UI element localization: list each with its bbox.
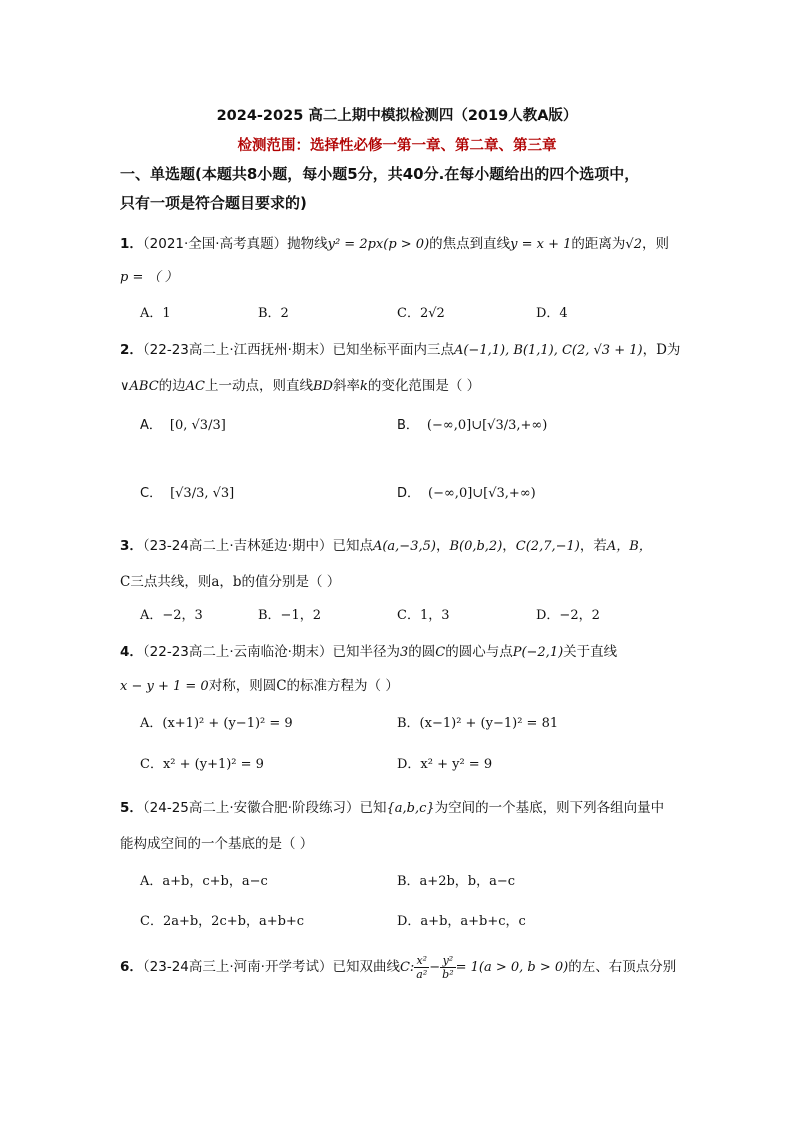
- question-4-text: 对称，则圆C的标准方程为（ ）: [208, 678, 399, 694]
- question-2-text: 上一动点，则直线: [205, 378, 313, 394]
- question-2-text: 已知坐标平面内三点: [332, 342, 454, 358]
- question-4-symmetry-line: x − y + 1 = 0: [120, 679, 209, 694]
- question-2-line-bd: BD: [313, 379, 333, 394]
- question-2-segment: AC: [185, 379, 205, 394]
- question-3-point-a: A(a,−3,5): [372, 539, 436, 554]
- question-1-line-1: [120, 232, 680, 252]
- question-1-option-d[interactable]: D．4: [536, 306, 568, 321]
- question-3-text: ，若: [579, 538, 607, 554]
- option-b-math: (−∞,0]∪[√3/3,+∞): [426, 418, 548, 433]
- question-6-fraction-x: [414, 954, 429, 981]
- question-6-curve-name: C:: [399, 960, 415, 975]
- question-4-option-b[interactable]: B．(x−1)² + (y−1)² = 81: [397, 716, 559, 731]
- option-a-math: [0, √3/3]: [169, 418, 226, 433]
- question-5-option-b[interactable]: B．a+2b，b，a−c: [397, 874, 516, 889]
- question-5-basis: {a,b,c}: [386, 801, 435, 816]
- question-3-option-b[interactable]: B．−1，2: [258, 608, 321, 623]
- question-3-text: ，: [435, 538, 450, 554]
- question-2-option-b[interactable]: [397, 414, 547, 433]
- option-label: C．: [140, 486, 163, 501]
- question-2-line-2: [120, 374, 680, 394]
- question-5-line-2: 能构成空间的一个基底的是（ ）: [120, 836, 314, 852]
- option-label: B．: [397, 418, 419, 433]
- question-4-text: 的圆心与点: [445, 644, 513, 660]
- question-2-number: 2．: [120, 342, 143, 358]
- question-5-option-d[interactable]: D．a+b，a+b+c，c: [397, 914, 526, 929]
- section-heading: [120, 160, 690, 218]
- question-3-source: （23-24高二上·吉林延边·期中）: [142, 538, 333, 554]
- question-1-line-2: p = （ ）: [120, 270, 178, 285]
- question-2-slope: k: [359, 379, 368, 394]
- question-5-number: 5．: [120, 800, 143, 816]
- question-2-text: ，D为: [642, 342, 681, 358]
- question-4-point: P(−2,1): [512, 645, 564, 660]
- question-3-option-a[interactable]: A．−2，3: [140, 608, 203, 623]
- question-3-text: 已知点: [332, 538, 373, 554]
- question-4-option-d[interactable]: D．x² + y² = 9: [397, 757, 493, 772]
- question-2-text: 的变化范围是（ ）: [367, 378, 481, 394]
- question-4-radius: 3: [399, 645, 409, 660]
- question-2-line-1: [120, 338, 680, 358]
- question-1-parabola: y² = 2px(p > 0): [327, 237, 430, 252]
- question-6-text: 已知双曲线: [332, 959, 400, 975]
- section-heading-line-2: 只有一项是符合题目要求的): [120, 194, 307, 212]
- question-2-option-c[interactable]: [140, 482, 234, 501]
- question-6-number: 6．: [120, 959, 143, 975]
- question-1-source: （2021·全国·高考真题）: [142, 236, 288, 252]
- option-c-math: [√3/3, √3]: [170, 486, 235, 501]
- exam-scope: 检测范围：选择性必修一第一章、第二章、第三章: [237, 138, 557, 154]
- question-4-line-1: [120, 640, 680, 660]
- question-1-distance: √2: [625, 237, 642, 252]
- question-4-text: 关于直线: [563, 644, 618, 660]
- question-2-option-a[interactable]: [140, 414, 226, 433]
- question-1-line: y = x + 1: [510, 237, 572, 252]
- question-2-source: （22-23高二上·江西抚州·期末）: [142, 342, 333, 358]
- option-label: A．: [140, 418, 162, 433]
- section-heading-line-1: 一、单选题(本题共8小题，每小题5分，共40分.在每小题给出的四个选项中，: [120, 165, 640, 183]
- question-6-source: （23-24高三上·河南·开学考试）: [142, 959, 333, 975]
- fraction-numerator: x²: [414, 954, 429, 968]
- question-3-option-c[interactable]: C．1，3: [397, 608, 450, 623]
- question-1-option-a[interactable]: A．1: [140, 306, 171, 321]
- option-d-math: (−∞,0]∪[√3,+∞): [428, 486, 536, 501]
- question-6-line-1: [120, 954, 680, 981]
- question-2-triangle: ∨ABC: [120, 379, 159, 394]
- fraction-denominator: a²: [416, 968, 428, 981]
- question-6-minus: −: [429, 960, 441, 975]
- question-4-line-2: [120, 674, 680, 694]
- question-6-text: 的左、右顶点分别: [568, 959, 677, 975]
- question-1-number: 1．: [120, 236, 143, 252]
- question-6-fraction-y: [440, 954, 455, 981]
- question-3-text: ，: [502, 538, 516, 554]
- question-1-text: 的焦点到直线: [429, 236, 511, 252]
- question-3-point-c: C(2,7,−1): [515, 539, 580, 554]
- question-5-line-1: [120, 796, 680, 816]
- question-5-text: 为空间的一个基底，则下列各组向量中: [434, 800, 665, 816]
- page-title: 2024-2025 高二上期中模拟检测四（2019人教A版）: [216, 108, 578, 124]
- fraction-denominator: b²: [442, 968, 454, 981]
- question-5-text: 已知: [359, 800, 387, 816]
- question-3-option-d[interactable]: D．−2，2: [536, 608, 600, 623]
- question-4-option-a[interactable]: A．(x+1)² + (y−1)² = 9: [140, 716, 293, 731]
- question-4-number: 4．: [120, 644, 143, 660]
- question-3-line-2: C三点共线，则a，b的值分别是（ ）: [120, 574, 341, 590]
- question-4-text: 的圆: [408, 644, 436, 660]
- question-2-text: 斜率: [332, 378, 360, 394]
- question-3-line-1: [120, 534, 680, 554]
- question-1-text: 的距离为: [571, 236, 626, 252]
- question-1-text: ，则: [641, 236, 669, 252]
- question-5-option-a[interactable]: A．a+b，c+b，a−c: [140, 874, 268, 889]
- question-5-source: （24-25高二上·安徽合肥·阶段练习）: [142, 800, 360, 816]
- question-4-text: 已知半径为: [332, 644, 400, 660]
- question-6-equation-rest: = 1(a > 0, b > 0): [455, 960, 569, 975]
- question-1-text: 抛物线: [287, 236, 328, 252]
- question-2-option-d[interactable]: [397, 482, 536, 501]
- question-3-point-b: B(0,b,2): [449, 539, 503, 554]
- question-4-option-c[interactable]: C．x² + (y+1)² = 9: [140, 757, 264, 772]
- question-1-option-c[interactable]: C．2√2: [397, 306, 445, 321]
- question-4-source: （22-23高二上·云南临沧·期末）: [142, 644, 333, 660]
- question-3-number: 3．: [120, 538, 143, 554]
- question-4-circle: C: [435, 645, 446, 660]
- question-1-option-b[interactable]: B．2: [258, 306, 289, 321]
- question-3-text: A，B，: [606, 539, 652, 554]
- question-2-points: A(−1,1), B(1,1), C(2, √3 + 1): [453, 343, 643, 358]
- option-label: D．: [397, 486, 421, 501]
- fraction-numerator: y²: [440, 954, 455, 968]
- question-5-option-c[interactable]: C．2a+b，2c+b，a+b+c: [140, 914, 305, 929]
- question-2-text: 的边: [158, 378, 186, 394]
